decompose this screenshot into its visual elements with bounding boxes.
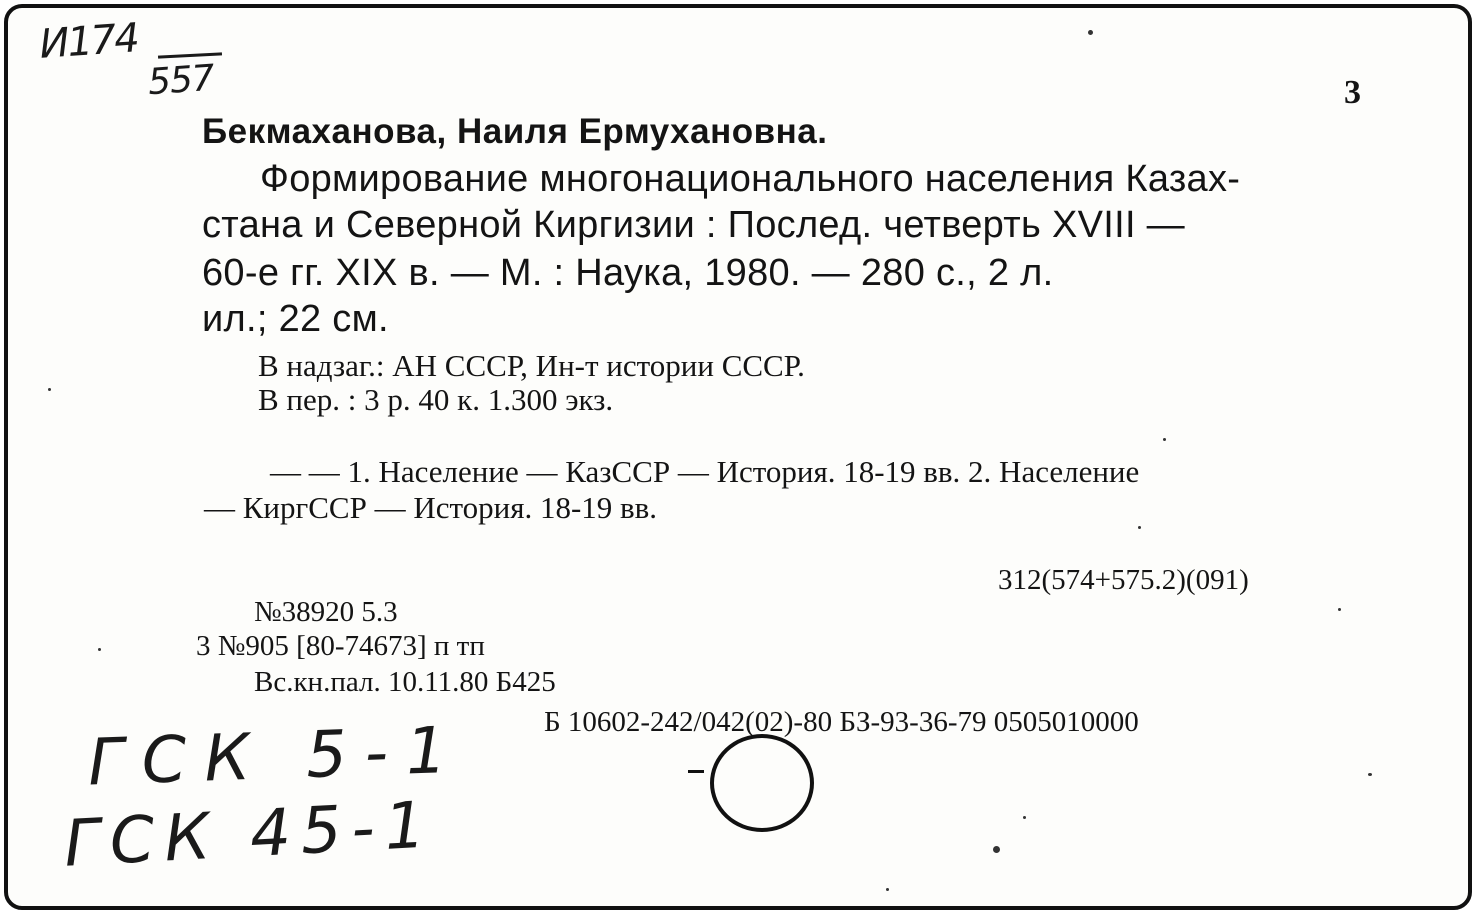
- handwritten-accession-sub: 557: [146, 57, 216, 104]
- speck: [98, 648, 101, 651]
- catalog-card: [4, 4, 1472, 910]
- speck: [1138, 526, 1141, 529]
- subject-line: — — 1. Население — КазССР — История. 18-19 вв. 2. Население: [270, 454, 1140, 489]
- speck: [1163, 438, 1166, 441]
- author-heading: Бекмаханова, Наиля Ермухановна.: [202, 112, 828, 151]
- handwritten-accession: И174: [38, 15, 140, 68]
- inventory-line: №38920 5.3: [254, 596, 398, 628]
- inventory-line: Вс.кн.пал. 10.11.80 Б425: [254, 666, 556, 698]
- speck: [993, 846, 1000, 853]
- speck: [1088, 30, 1093, 35]
- description-line: 60-е гг. XIX в. — М. : Наука, 1980. — 280 с., 2 л.: [202, 252, 1054, 294]
- udc-code: 312(574+575.2)(091): [998, 564, 1249, 596]
- speck: [1338, 608, 1341, 611]
- inventory-line: 3 №905 [80-74673] п тп: [196, 630, 485, 662]
- note-line: В пер. : 3 р. 40 к. 1.300 экз.: [258, 382, 614, 417]
- stamp-dash: [688, 770, 704, 773]
- description-line: стана и Северной Киргизии : Послед. четверть XVIII —: [202, 204, 1185, 246]
- handwritten-shelf-mark: ГСК 5-1: [86, 713, 466, 801]
- note-line: В надзаг.: АН СССР, Ин-т истории СССР.: [258, 348, 805, 383]
- description-line: ил.; 22 см.: [202, 298, 389, 340]
- circle-stamp: [710, 734, 814, 832]
- description-line: Формирование многонационального населения Казах-: [260, 158, 1241, 200]
- speck: [886, 888, 889, 891]
- subject-line: — КиргССР — История. 18-19 вв.: [204, 490, 658, 525]
- card-number: 3: [1344, 74, 1361, 111]
- speck: [48, 388, 51, 391]
- speck: [1368, 773, 1372, 776]
- speck: [1023, 816, 1026, 819]
- bbk-code: Б 10602-242/042(02)-80 БЗ-93-36-79 0505010000: [544, 706, 1139, 738]
- handwritten-shelf-mark: ГСК 45-1: [62, 788, 438, 882]
